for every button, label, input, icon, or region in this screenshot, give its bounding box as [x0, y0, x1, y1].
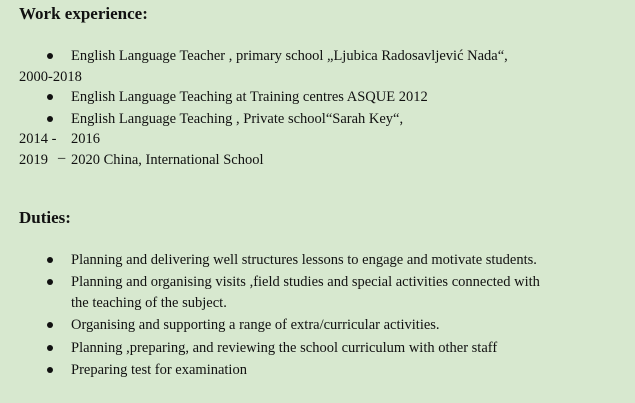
bullet-icon [47, 257, 53, 263]
bullet-icon [47, 94, 53, 100]
work-years-end: 2016 [71, 131, 100, 147]
duties-item: Planning ,preparing, and reviewing the school curriculum with other staff [71, 340, 498, 356]
work-china-dash: – [58, 150, 66, 166]
bullet-icon [47, 53, 53, 59]
work-experience-heading: Work experience: [19, 4, 148, 23]
work-item-training-centres: English Language Teaching at Training centres ASQUE 2012 [71, 89, 428, 105]
work-china-year: 2019 [19, 152, 48, 168]
work-years-start: 2014 - [19, 131, 57, 147]
work-item-primary-school-years: 2000-2018 [19, 69, 82, 85]
work-item-private-school: English Language Teaching , Private school“Sarah Key“, [71, 111, 404, 127]
duties-item-continuation: the teaching of the subject. [71, 295, 227, 311]
bullet-icon [47, 322, 53, 328]
duties-heading: Duties: [19, 208, 71, 227]
work-china-school: 2020 China, International School [71, 152, 264, 168]
duties-item: Planning and organising visits ,field studies and special activities connected with [71, 274, 540, 290]
bullet-icon [47, 345, 53, 351]
duties-item: Planning and delivering well structures lessons to engage and motivate students. [71, 252, 537, 268]
duties-item: Preparing test for examination [71, 362, 247, 378]
bullet-icon [47, 367, 53, 373]
work-item-primary-school: English Language Teacher , primary school „Ljubica Radosavljević Nada“, [71, 48, 508, 64]
bullet-icon [47, 116, 53, 122]
bullet-icon [47, 279, 53, 285]
duties-item: Organising and supporting a range of extra/curricular activities. [71, 317, 440, 333]
